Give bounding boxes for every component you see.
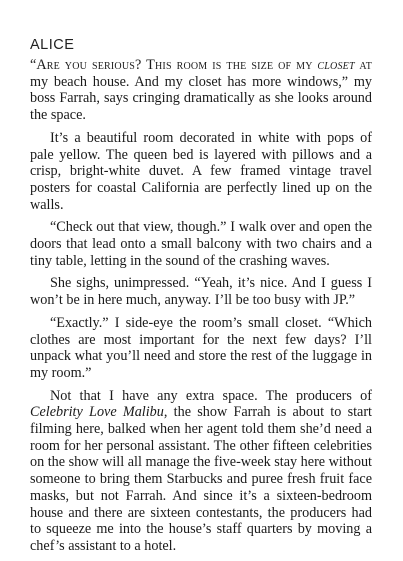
paragraph-1-smallcaps-italic: closet xyxy=(317,57,355,73)
show-title: Celebrity Love Malibu xyxy=(30,404,164,421)
paragraph-6 xyxy=(30,388,372,555)
paragraph-4: She sighs, unimpressed. “Yeah, it’s nice. And I guess I won’t be in here much, anyway. I’ll be too busy with JP.” xyxy=(30,275,372,309)
paragraph-1-smallcaps-tail: at xyxy=(359,57,373,73)
paragraph-3: “Check out that view, though.” I walk over and open the doors that lead onto a small balcony with two chairs and a tiny table, letting in the sound of the crashing waves. xyxy=(30,219,372,269)
paragraph-6-text-start: Not that I have any extra space. The producers of xyxy=(50,387,372,404)
paragraph-1-text: my beach house. And my closet has more windows,” my boss Farrah, says cringing dramatically as she looks around the space. xyxy=(30,73,372,124)
paragraph-1-smallcaps-lead: Are you serious? This room is the size of my xyxy=(36,57,313,73)
paragraph-5: “Exactly.” I side-eye the room’s small closet. “Which clothes are most important for the next few days? I’ll unpack what you’ll need and store the rest of the luggage in my room.” xyxy=(30,314,372,381)
book-page xyxy=(30,36,372,561)
paragraph-2: It’s a beautiful room decorated in white with pops of pale yellow. The queen bed is layered with pillows and a crisp, bright-white duvet. A few framed vintage travel posters for coastal California are perfectly lined up on the walls. xyxy=(30,129,372,213)
chapter-heading: ALICE xyxy=(30,37,75,53)
paragraph-1 xyxy=(30,57,372,124)
paragraph-1-open-quote: “ xyxy=(30,57,37,73)
paragraph-6-text-end: , the show Farrah is about to start filming here, balked when her agent told them she’d need a room for her personal assistant. The other fifteen celebrities on the show will all manage the five-week stay here without someone to bring them Starbucks and puree fresh fruit face masks, but not Farrah. And since it’s a sixteen-bedroom house and there are sixteen contestants, the producers had to squeeze me into the house’s staff quarters by moving a chef’s assistant to a hotel. xyxy=(30,404,372,554)
